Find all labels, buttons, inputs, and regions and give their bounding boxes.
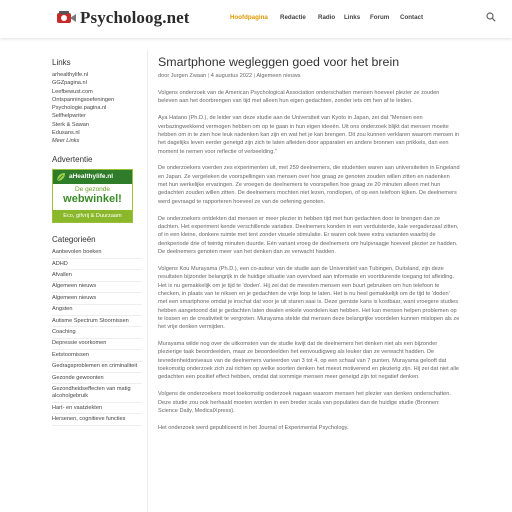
article-title: Smartphone wegleggen goed voor het brein [158, 55, 400, 69]
category-item[interactable]: Algemeen nieuws [52, 282, 142, 293]
article-paragraph: De onderzoekers ontdekten dat mensen er meer plezier in hebben tijd met hun gedachten door te brengen dan ze dachten. Het experiment kende verschillende variaties. Deelnemers konden in een verduisterde, kale vergaderzaal zitten, of in een kleine, donkere ruimte met tent zonder visuele stimulatie. Er waren ook twee extra varianten waarbij de denkperiode drie of twintig minuten duurde. Eén variant vroeg de deelnemers om hulpvraagje hoeveel plezier ze hadden. De deelnemers genoten meer van het denken dan ze verwacht hadden. [158, 215, 459, 255]
ad-header [53, 170, 132, 184]
meta-separator: | [253, 73, 257, 79]
categories-widget-title: Categorieën [52, 234, 96, 244]
article-date: 4 augustus 2022 [210, 73, 253, 79]
category-item[interactable]: Aanbevolen boeken [52, 248, 142, 259]
ad-line2: webwinkel! [63, 192, 122, 205]
category-item[interactable]: Hart- en vaatziekten [52, 403, 142, 414]
article-paragraph: Murayama wilde nog over de uitkomsten van de studie kwijt dat de deelnemers het denken niet als een bijzonder plezierige taak beoordeelden, maar ze beoordeelden het eenvoudigweg als leuker dan ze verwacht hadden. De tevredenheidsniveaus van de deelnemers varieerden van 3 tot 4, op een schaal van 7 punten. Murayama gelooft dat toekomstig onderzoek zich zal richten op welke soorten denken het meest motiverend en plezierig zijn. Hij zei dat niet alle gedachten een positief effect hebben, omdat dat sommige mensen meer geneigd zijn tot negatief denken. [158, 341, 459, 381]
category-item[interactable]: Gezonde gewoonten [52, 373, 142, 384]
sidebar-link[interactable]: Sterk & Sawan [52, 121, 89, 128]
sidebar-link[interactable]: GGZpagina.nl [52, 80, 87, 87]
ad-line1: De gezonde [74, 185, 111, 193]
article-meta [158, 73, 460, 79]
sidebar-link[interactable]: Ontspanningsoefeningen [52, 96, 115, 103]
leaf-icon [55, 171, 67, 183]
main-nav [230, 14, 512, 28]
logo-icon [56, 10, 78, 26]
article-body [158, 89, 460, 432]
ad-brand: aHealthylife.nl [69, 173, 114, 181]
ad-widget-title: Advertentie [52, 154, 93, 164]
sidebar [52, 58, 142, 426]
article-paragraph: Aya Hatano (Ph.D.), de leider van deze studie aan de Universiteit van Kyoto in Japan, zei dat "Mensen een verbazingwekkend vermogen hebben om op te gaan in hun eigen ideeën. Uit ons onderzoek blijkt dat mensen moeite hebben om in te zien hoe leuk nadenken kan zijn en wat het je kan brengen. Dit zou kunnen verklaren waarom mensen in het dagelijks leven eerder geneigd zijn zich te laten afleiden door apparaten en andere bronnen van prikkels, dan een moment te nemen voor reflectie of verbeelding." [158, 115, 460, 155]
nav-links[interactable]: Links [344, 14, 361, 21]
article-author[interactable]: door Jurgen Zwaan [158, 73, 207, 79]
category-item[interactable]: Algemeen nieuws [52, 293, 142, 304]
sidebar-link[interactable]: Psychologie.pagina.nl [52, 105, 107, 112]
article-main [158, 55, 460, 441]
category-item[interactable]: ADHD [52, 259, 142, 270]
sidebar-link[interactable]: Leefbewust.com [52, 88, 93, 95]
category-item[interactable]: Angsten [52, 305, 142, 316]
links-widget-title: Links [52, 58, 71, 67]
category-item[interactable]: Autisme Spectrum Stoornissen [52, 316, 142, 327]
search-icon[interactable] [486, 12, 496, 22]
nav-forum[interactable]: Forum [370, 14, 390, 21]
nav-radio[interactable]: Radio [318, 14, 336, 21]
ad-tagline: Eco, gifvrij & Duurzaam [53, 210, 132, 222]
ad-banner[interactable] [52, 169, 133, 223]
nav-redactie[interactable]: Redactie [280, 14, 306, 21]
category-item[interactable]: Gezondheidseffecten van matig alcoholgebruik [52, 384, 142, 403]
article-paragraph: Het onderzoek werd gepubliceerd in het Journal of Experimental Psychology. [158, 424, 349, 431]
more-links-link[interactable]: Meer Links [52, 138, 80, 145]
category-item[interactable]: Eetstoornissen [52, 350, 142, 361]
logo-text: Psycholoog.net [80, 8, 190, 27]
links-list [52, 71, 142, 146]
article-paragraph: Volgens onderzoek van de American Psychological Association onderschatten mensen hoeveel plezier ze zouden beleven aan het doorbrengen van tijd met alleen hun eigen gedachten, zonder iets om hen af te leiden. [158, 90, 440, 105]
site-header [0, 0, 512, 38]
column-divider [147, 50, 148, 512]
category-item[interactable]: Gedragsproblemen en criminaliteit [52, 362, 142, 373]
article-category[interactable]: Algemeen nieuws [256, 73, 301, 79]
nav-hoofdpagina[interactable]: Hoofdpagina [230, 14, 268, 21]
category-item[interactable]: Hersenen, cognitieve functies [52, 414, 142, 425]
article-paragraph: De onderzoekers voerden zes experimenten uit, met 259 deelnemers, die studenten waren aan universiteiten in Engeland en Japan. Ze vergeleken de voorspellingen van mensen over hoe graag ze genoten zouden willen zitten en nadenken met hun werkelijke ervaringen. Ze vroegen de deelnemers te voorspellen hoe graag ze 20 minuten alleen met hun gedachten zouden willen zitten. De deelnemers mochten niet lezen, rondlopen, of op een telefoon kijken. De deelnemers werd gevraagd te rapporteren hoeveel ze van de oefening genoten. [158, 165, 460, 205]
site-logo[interactable] [56, 8, 190, 28]
article-paragraph: Volgens de onderzoekers moet toekomstig onderzoek nagaan waarom mensen het plezier van denken onderschatten. Deze studie zou ook herhaald moeten worden in een breder scala van populaties dan de huidige studie (Bronnen: Science Daily, MedicalXpress). [158, 391, 451, 414]
article-paragraph: Volgens Kou Murayama (Ph.D.), een co-auteur van de studie aan de Universiteit van Tubingen, Duitsland, zijn deze resultaten bijzonder belangrijk in de huidige situatie van overvloed aan informatie en voortdurende toegang tot afleiding. Het is nu gemakkelijk om je tijd te 'doden'. Hij zei dat de meesten mensen een buurt gebruiken om hun telefoon te checken, in plaats van te niksen en je gedachten de vrije loop te laten. Het is nu heel gemakkelijk om de tijd te 'doden' met een smartphone omdat je inschat dat voor je uit staren saai is. Deze gemiste kans is kostbaar, want vroegere studies hebben aangetoond dat je gedachten laten dwalen enkele voordelen kan hebben. Het kan mensen helpen problemen op te lossen en de creativiteit te vergroten. Murayama stelde dat mensen deze belangrijke voordelen kunnen mislopen als ze het vrije denken vermijden. [158, 265, 460, 331]
sidebar-link[interactable]: Edusans.nl [52, 130, 80, 137]
meta-separator: | [207, 73, 211, 79]
category-item[interactable]: Coaching [52, 327, 142, 338]
sidebar-link[interactable]: Selfhelpwriter [52, 113, 86, 120]
sidebar-link[interactable]: arhealthylife.nl [52, 72, 89, 78]
category-item[interactable]: Depressie voorkomen [52, 339, 142, 350]
category-item[interactable]: Afvallen [52, 270, 142, 281]
nav-contact[interactable]: Contact [400, 14, 424, 21]
categories-list [52, 248, 142, 426]
